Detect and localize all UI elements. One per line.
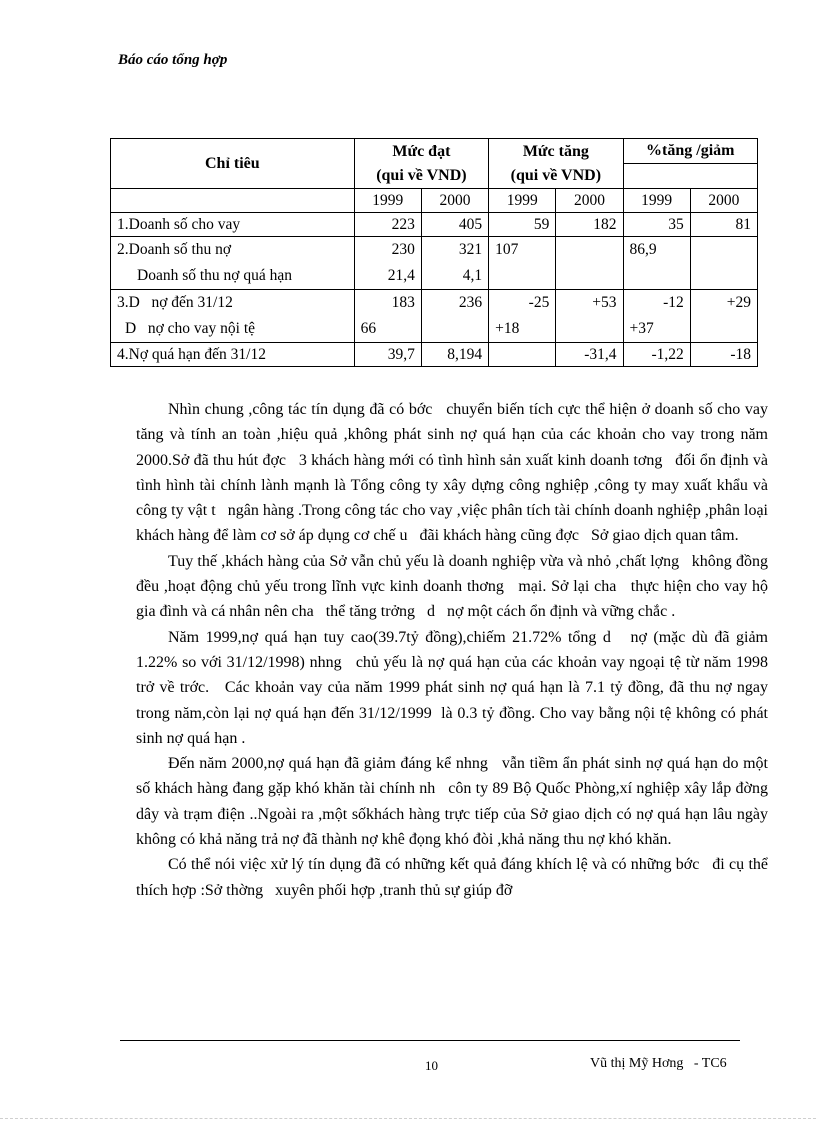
footer-author: Vũ thị Mỹ Hơng - TC6 xyxy=(590,1056,727,1071)
table-row xyxy=(111,213,758,237)
year-cell: 1999 xyxy=(623,189,690,213)
table-cell xyxy=(556,237,623,290)
table-cell xyxy=(489,343,556,367)
year-cell: 2000 xyxy=(556,189,623,213)
header-pct-change: %tăng /giảm xyxy=(623,139,757,164)
table-cell: +29 xyxy=(690,290,757,343)
header-chi-tieu: Chỉ tiêu xyxy=(111,139,355,189)
table-row xyxy=(111,343,758,367)
table-cell: 39,7 xyxy=(354,343,421,367)
document-header: Báo cáo tổng hợp xyxy=(118,52,228,68)
paragraph: Nhìn chung ,công tác tín dụng đã có bớc chuyển biến tích cực thể hiện ở doanh số cho vay tăng và tính an toàn ,hiệu quả ,không phát sinh nợ quá hạn của các khoản cho vay trong năm 2000.Sở đã thu hút đợc 3 khách hàng mới có tình hình sản xuất kinh doanh tơng đối ổn định và tình hình tài chính lành mạnh là Tổng công ty xây dựng công nghiệp ,công ty may xuất khẩu và công ty vật t ngân hàng .Trong công tác cho vay ,việc phân tích tài chính doanh nghiệp ,phân loại khách hàng để làm cơ sở áp dụng cơ chế u đãi khách hàng cũng đợc Sở giao dịch quan tâm. xyxy=(136,401,772,545)
table-cell: 107 xyxy=(489,237,556,290)
header-muc-dat: Mức đạt (qui về VND) xyxy=(354,139,488,189)
paragraph: Đến năm 2000,nợ quá hạn đã giảm đáng kể nhng vẫn tiềm ẩn phát sinh nợ quá hạn do một số khách hàng đang gặp khó khăn tài chính nh côn ty 89 Bộ Quốc Phòng,xí nghiệp xây lắp đờng dây và trạm điện ..Ngoài ra ,một sốkhách hàng trực tiếp của Sở giao dịch có nợ quá hạn lâu ngày không có khả năng trả nợ đã thành nợ khê đọng khó đòi ,khả năng thu nợ khó khăn. xyxy=(136,755,780,849)
table-cell xyxy=(690,237,757,290)
year-cell: 1999 xyxy=(489,189,556,213)
table-cell: 35 xyxy=(623,213,690,237)
year-cell: 2000 xyxy=(421,189,488,213)
table-cell: -12 +37 xyxy=(623,290,690,343)
table-cell: 8,194 xyxy=(421,343,488,367)
header-muc-tang: Mức tăng (qui về VND) xyxy=(489,139,623,189)
page-number: 10 xyxy=(425,1058,438,1073)
credit-summary-table xyxy=(110,138,758,367)
row-label: 3.D nợ đến 31/12 D nợ cho vay nội tệ xyxy=(111,290,355,343)
paragraph: Tuy thế ,khách hàng của Sở vẫn chủ yếu là doanh nghiệp vừa và nhỏ ,chất lợng không đồng đều ,hoạt động chủ yếu trong lĩnh vực kinh doanh thơng mại. Sở lại cha thực hiện cho vay hộ gia đình và cá nhân nên cha thể tăng trởng d nợ một cách ổn định và vững chắc . xyxy=(136,552,772,621)
row-label: 2.Doanh số thu nợ Doanh số thu nợ quá hạn xyxy=(111,237,355,290)
page-bottom-divider xyxy=(0,1118,816,1119)
table-cell: 223 xyxy=(354,213,421,237)
table-cell: 321 4,1 xyxy=(421,237,488,290)
row-label: 4.Nợ quá hạn đến 31/12 xyxy=(111,343,355,367)
table-cell: 183 66 xyxy=(354,290,421,343)
table-cell: 230 21,4 xyxy=(354,237,421,290)
table-cell: -1,22 xyxy=(623,343,690,367)
paragraph: Năm 1999,nợ quá hạn tuy cao(39.7tỷ đồng),chiếm 21.72% tổng d nợ (mặc dù đã giảm 1.22% so với 31/12/1998) nhng chủ yếu là nợ quá hạn của các khoản vay ngoại tệ từ năm 1998 trở về trớc. Các khoản vay của năm 1999 phát sinh nợ quá hạn là 7.1 tỷ đồng, đã thu nợ ngay trong năm,còn lại nợ quá hạn đến 31/12/1999 là 0.3 tỷ đồng. Cho vay bằng nội tệ không có phát sinh nợ quá hạn . xyxy=(136,628,772,747)
table-cell: 236 xyxy=(421,290,488,343)
year-cell: 1999 xyxy=(354,189,421,213)
table-cell: -25 +18 xyxy=(489,290,556,343)
table-cell: 81 xyxy=(690,213,757,237)
paragraph: Có thể nói việc xử lý tín dụng đã có những kết quả đáng khích lệ và có những bớc đi cụ thể thích hợp :Sở thờng xuyên phối hợp ,tranh thủ sự giúp đỡ xyxy=(136,856,772,899)
table-cell: 59 xyxy=(489,213,556,237)
row-label: 1.Doanh số cho vay xyxy=(111,213,355,237)
year-cell: 2000 xyxy=(690,189,757,213)
body-text xyxy=(136,397,780,903)
table-cell: 86,9 xyxy=(623,237,690,290)
table-cell: 405 xyxy=(421,213,488,237)
table-cell: -18 xyxy=(690,343,757,367)
table-row xyxy=(111,290,758,343)
table-row xyxy=(111,237,758,290)
table-cell: 182 xyxy=(556,213,623,237)
table-cell: +53 xyxy=(556,290,623,343)
table-cell: -31,4 xyxy=(556,343,623,367)
footer-divider xyxy=(120,1040,740,1041)
